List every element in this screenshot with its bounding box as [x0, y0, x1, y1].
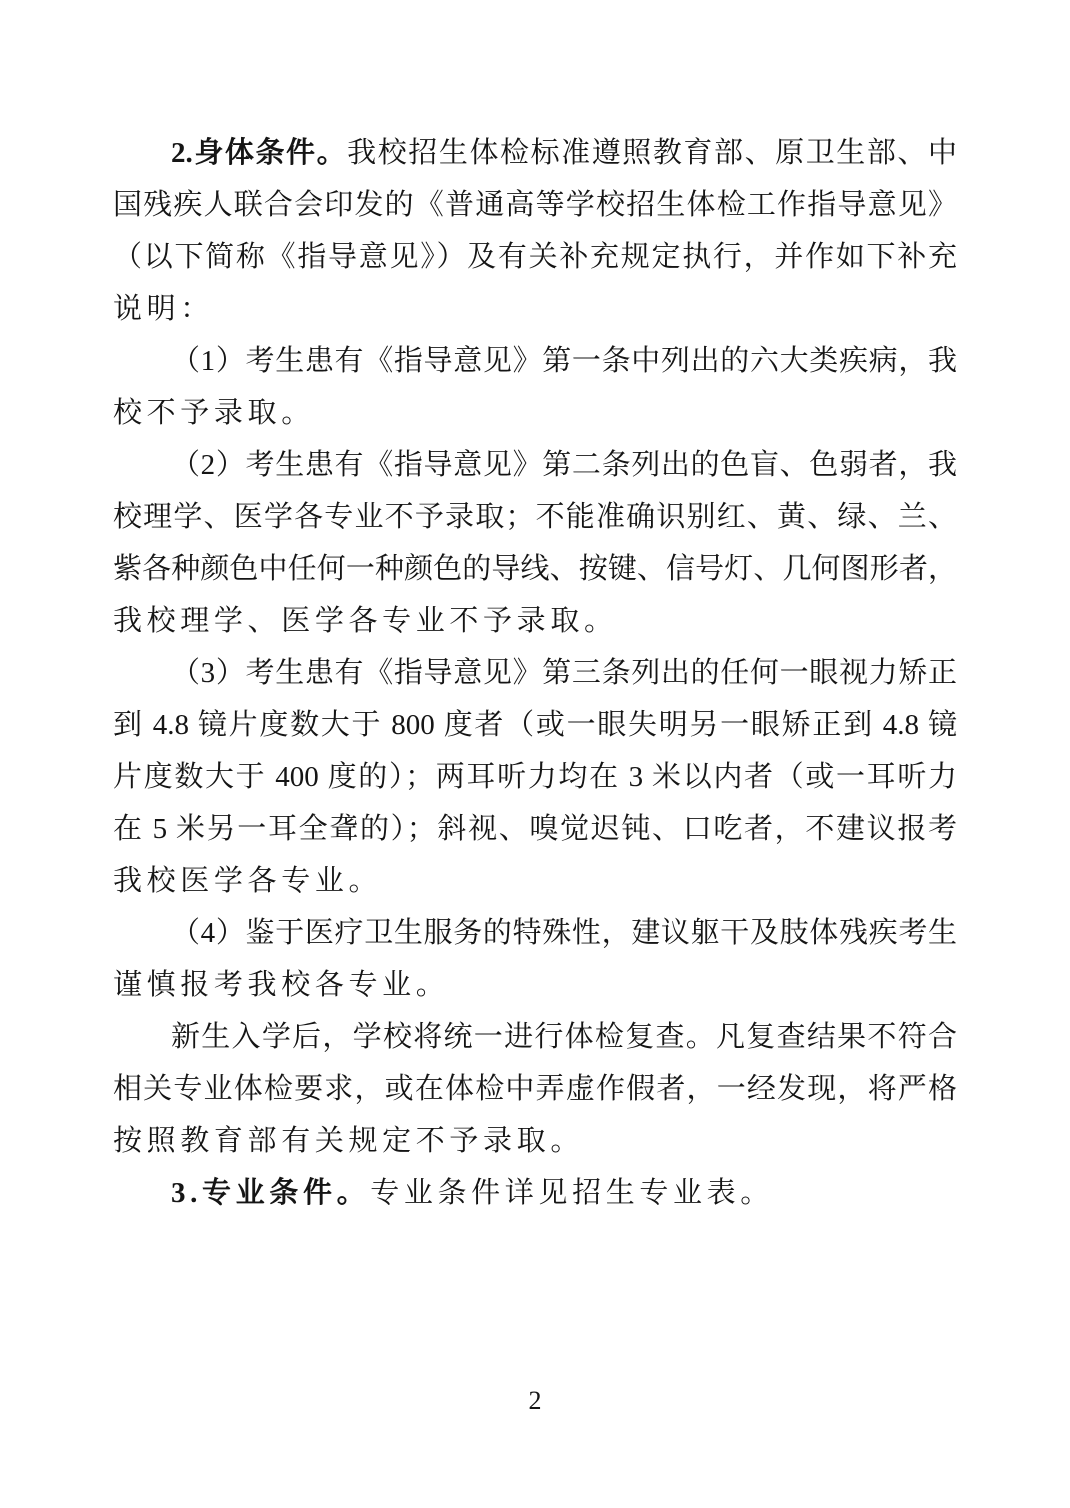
- text-line: [113, 491, 957, 543]
- paragraph: [113, 335, 957, 439]
- text-line: [113, 907, 957, 959]
- paragraph: [113, 647, 957, 907]
- paragraph: [113, 1167, 957, 1219]
- body-text: 校理学、医学各专业不予录取；不能准确识别红、黄、绿、兰、: [113, 501, 957, 533]
- text-line: [113, 751, 957, 803]
- body-text: 谨慎报考我校各专业。: [113, 969, 450, 1001]
- text-line: [113, 1063, 957, 1115]
- body-text: （1）考生患有《指导意见》第一条中列出的六大类疾病，我: [171, 345, 957, 377]
- text-line: [113, 1011, 957, 1063]
- text-line: [113, 283, 957, 335]
- paragraph: [113, 439, 957, 647]
- text-line: [113, 1115, 957, 1167]
- text-line: [113, 595, 957, 647]
- body-text: 我校医学各专业。: [113, 865, 383, 897]
- body-text: 紫各种颜色中任何一种颜色的导线、按键、信号灯、几何图形者，: [113, 553, 957, 585]
- body-text: 片度数大于 400 度的）；两耳听力均在 3 米以内者（或一耳听力: [113, 761, 957, 793]
- text-line: [113, 647, 957, 699]
- bold-heading-text: 3.专业条件。: [171, 1177, 371, 1209]
- text-line: [113, 1167, 957, 1219]
- text-line: [113, 231, 957, 283]
- page-number: 2: [528, 1386, 542, 1415]
- text-line: [113, 699, 957, 751]
- body-text: （2）考生患有《指导意见》第二条列出的色盲、色弱者，我: [171, 449, 957, 481]
- text-line: [113, 127, 957, 179]
- body-text: 说明：: [113, 293, 214, 325]
- text-line: [113, 439, 957, 491]
- paragraph: [113, 1011, 957, 1167]
- text-line: [113, 803, 957, 855]
- paragraph: [113, 907, 957, 1011]
- bold-heading-text: 2.身体条件。: [171, 137, 348, 169]
- body-text: 专业条件详见招生专业表。: [370, 1177, 774, 1209]
- body-text: 校不予录取。: [113, 397, 315, 429]
- body-text: 我校招生体检标准遵照教育部、原卫生部、中: [347, 137, 957, 169]
- body-text: 到 4.8 镜片度数大于 800 度者（或一眼失明另一眼矫正到 4.8 镜: [113, 709, 957, 741]
- body-text: 新生入学后，学校将统一进行体检复查。凡复查结果不符合: [171, 1021, 957, 1053]
- body-text: 在 5 米另一耳全聋的）；斜视、嗅觉迟钝、口吃者，不建议报考: [113, 813, 957, 845]
- body-text: 我校理学、医学各专业不予录取。: [113, 605, 618, 637]
- body-text: 按照教育部有关规定不予录取。: [113, 1125, 584, 1157]
- paragraph: [113, 127, 957, 335]
- body-text: （以下简称《指导意见》）及有关补充规定执行，并作如下补充: [113, 241, 957, 273]
- text-line: [113, 543, 957, 595]
- text-line: [113, 387, 957, 439]
- text-line: [113, 335, 957, 387]
- body-text: 国残疾人联合会印发的《普通高等学校招生体检工作指导意见》: [113, 189, 957, 221]
- text-line: [113, 855, 957, 907]
- body-text: （3）考生患有《指导意见》第三条列出的任何一眼视力矫正: [171, 657, 957, 689]
- document-body: [113, 127, 957, 1219]
- text-line: [113, 179, 957, 231]
- text-line: [113, 959, 957, 1011]
- body-text: 相关专业体检要求，或在体检中弄虚作假者，一经发现，将严格: [113, 1073, 957, 1105]
- body-text: （4）鉴于医疗卫生服务的特殊性，建议躯干及肢体残疾考生: [171, 917, 957, 949]
